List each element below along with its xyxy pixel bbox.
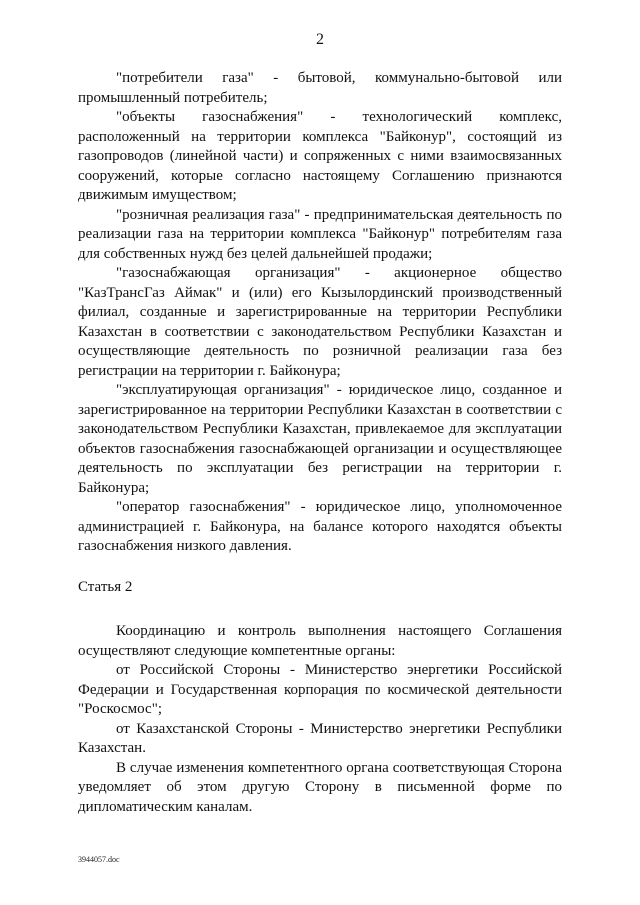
article-heading: Статья 2 [78,578,133,595]
article-paragraph: от Российской Стороны - Министерство энергетики Российской Федерации и Государственная корпорация по космической деятельности "Роскосмос"; [78,662,562,717]
document-body [78,69,562,817]
definition-paragraph: "оператор газоснабжения" - юридическое лицо, уполномоченное администрацией г. Байконура, на балансе которого находятся объекты газоснабжения низкого давления. [78,499,562,554]
definition-paragraph: "розничная реализация газа" - предпринимательская деятельность по реализации газа на территории комплекса "Байконур" потребителям газа для собственных нужд без целей дальнейшей продажи; [78,206,562,262]
definition-paragraph: "объекты газоснабжения" - технологический комплекс, расположенный на территории комплекса "Байконур", состоящий из газопроводов (линейной части) и сопряженных с ними взаимосвязанных сооружений, которые согласно настоящему Соглашению признаются движимым имуществом; [78,109,562,203]
article-paragraph: от Казахстанской Стороны - Министерство энергетики Республики Казахстан. [78,720,562,756]
footer-doc-code: 3944057.doc [78,855,120,864]
definition-paragraph: "эксплуатирующая организация" - юридическое лицо, созданное и зарегистрированное на территории Республики Казахстан в соответствии с законодательством Республики Казахстан, привлекаемое для эксплуатации объектов газоснабжения газоснабжающей организации и осуществляющее деятельность по эксплуатации без регистрации на территории г. Байконура; [78,382,562,496]
article-paragraph: Координацию и контроль выполнения настоящего Соглашения осуществляют следующие компетентные органы: [78,623,562,659]
definition-paragraph: "потребители газа" - бытовой, коммунально-бытовой или промышленный потребитель; [78,70,562,106]
page-number: 2 [316,31,324,48]
definition-paragraph: "газоснабжающая организация" - акционерное общество "КазТрансГаз Аймак" и (или) его Кызылординский производственный филиал, созданные и зарегистрированные на территории Республики Казахстан в соответствии с законодательством Республики Казахстан и осуществляющие деятельность по розничной реализации газа без регистрации на территории г. Байконура; [78,265,562,379]
article-paragraph: В случае изменения компетентного органа соответствующая Сторона уведомляет об этом другую Сторону в письменной форме по дипломатическим каналам. [78,759,562,815]
